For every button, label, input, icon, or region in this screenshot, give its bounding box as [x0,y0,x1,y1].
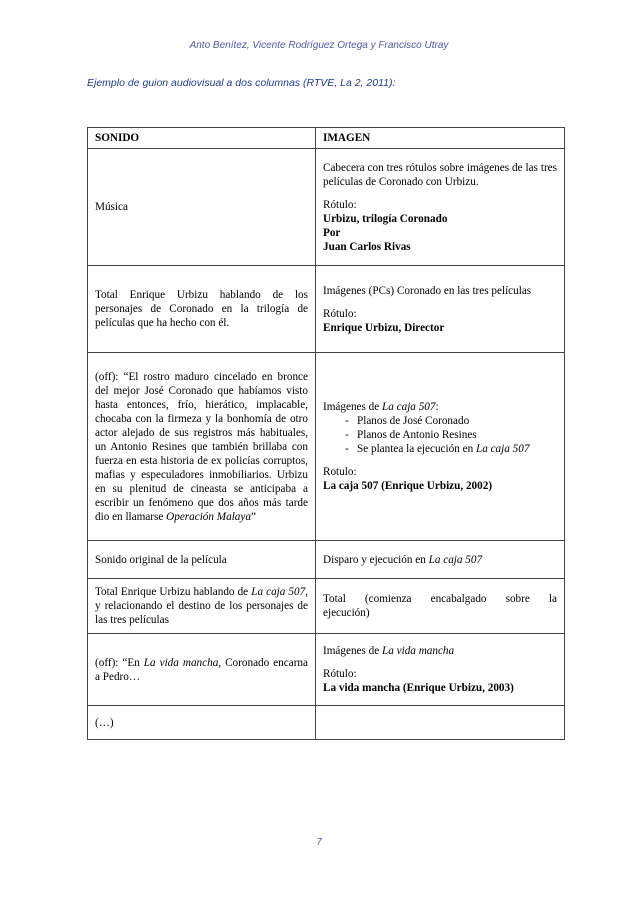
film-title: La caja 507 [251,586,306,598]
image-cell [316,541,565,579]
sound-cell [88,706,316,740]
film-title: La vida mancha [143,656,219,669]
image-intro: Imágenes de [323,645,380,657]
sound-cell [88,266,316,353]
rotulo-line: Urbizu, trilogía Coronado [323,212,448,225]
table-caption: Ejemplo de guion audiovisual a dos columnas (RTVE, La 2, 2011): [87,77,396,89]
sound-text: , y relacionando el destino de los personajes de las tres películas [95,586,309,626]
sound-text: (…) [95,716,114,729]
rotulo-label: Rótulo: [323,668,357,680]
sound-text: Sonido original de la película [95,553,227,566]
table-row [88,706,565,740]
table-row [88,149,565,266]
table-row [88,266,565,353]
table-row [88,579,565,634]
sound-text: (off): “En [95,656,140,669]
colon: : [435,401,439,413]
film-title: La caja 507 [382,401,436,413]
image-cell [316,579,565,634]
image-cell [316,634,565,706]
rotulo-label: Rótulo: [323,198,357,211]
header-sound: SONIDO [88,128,316,149]
page-number: 7 [316,837,322,848]
header-image: IMAGEN [316,128,565,149]
image-description: Disparo y ejecución en [323,553,426,566]
rotulo-label: Rotulo: [323,466,357,478]
closing-quote: ” [250,510,256,523]
image-cell [316,266,565,353]
list-item: - Planos de José Coronado [345,414,557,428]
image-cell [316,706,565,740]
rotulo-line: La caja 507 (Enrique Urbizu, 2002) [323,480,493,492]
sound-cell [88,149,316,266]
sound-text: (off): “El rostro maduro cincelado en bronce del mejor José Coronado que habíamos visto hasta entonces, frío, hierático, implacable, chocaba con la firmeza y la bonhomía de otro actor alejado de sus registros más habituales, un Antonio Resines que también brillaba con fuerza en esta historia de ex policías corruptos, mafias y especuladores inmobiliarios. Urbizu en su plenitud de cineasta se anticipaba a escribir un fenómeno que dos años más tarde dio en llamarse [95,370,308,523]
image-description [323,400,557,414]
image-description: Imágenes (PCs) Coronado en las tres películas [323,284,532,297]
running-header: Anto Benítez, Vicente Rodríguez Ortega y Francisco Utray [189,40,449,51]
sound-cell [88,579,316,634]
sound-cell [88,353,316,541]
image-description [323,644,557,658]
film-title: La caja 507 [475,443,530,455]
shot-list [323,414,557,456]
list-item [345,442,557,456]
table-row [88,634,565,706]
rotulo-line: Por [323,226,341,239]
table-row [88,541,565,579]
list-item-text: Se plantea la ejecución en [357,443,474,455]
image-description: Total (comienza encabalgado sobre la ejecución) [323,593,557,619]
sound-text: , Coronado encarna a Pedro… [95,656,308,683]
sound-cell [88,541,316,579]
sound-text: Total Enrique Urbizu hablando de [95,586,249,598]
sound-text: Total Enrique Urbizu hablando de los personajes de Coronado en la trilogía de películas que ha hecho con él. [95,289,308,329]
list-item: - Planos de Antonio Resines [345,428,557,442]
image-description: Cabecera con tres rótulos sobre imágenes de las tres películas de Coronado con Urbizu. [323,161,557,188]
image-cell [316,149,565,266]
rotulo-line: Juan Carlos Rivas [323,240,411,253]
rotulo-line: Enrique Urbizu, Director [323,321,445,334]
film-title: La caja 507 [428,553,483,566]
film-title: Operación Malaya [166,510,251,523]
image-cell [316,353,565,541]
table-row [88,353,565,541]
sound-cell [88,634,316,706]
script-table [87,127,565,740]
table-header-row [88,128,565,149]
sound-text: Música [95,201,128,213]
rotulo-line: La vida mancha (Enrique Urbizu, 2003) [323,682,514,694]
image-intro: Imágenes de [323,401,380,413]
film-title: La vida mancha [382,645,455,657]
rotulo-label: Rótulo: [323,307,357,320]
